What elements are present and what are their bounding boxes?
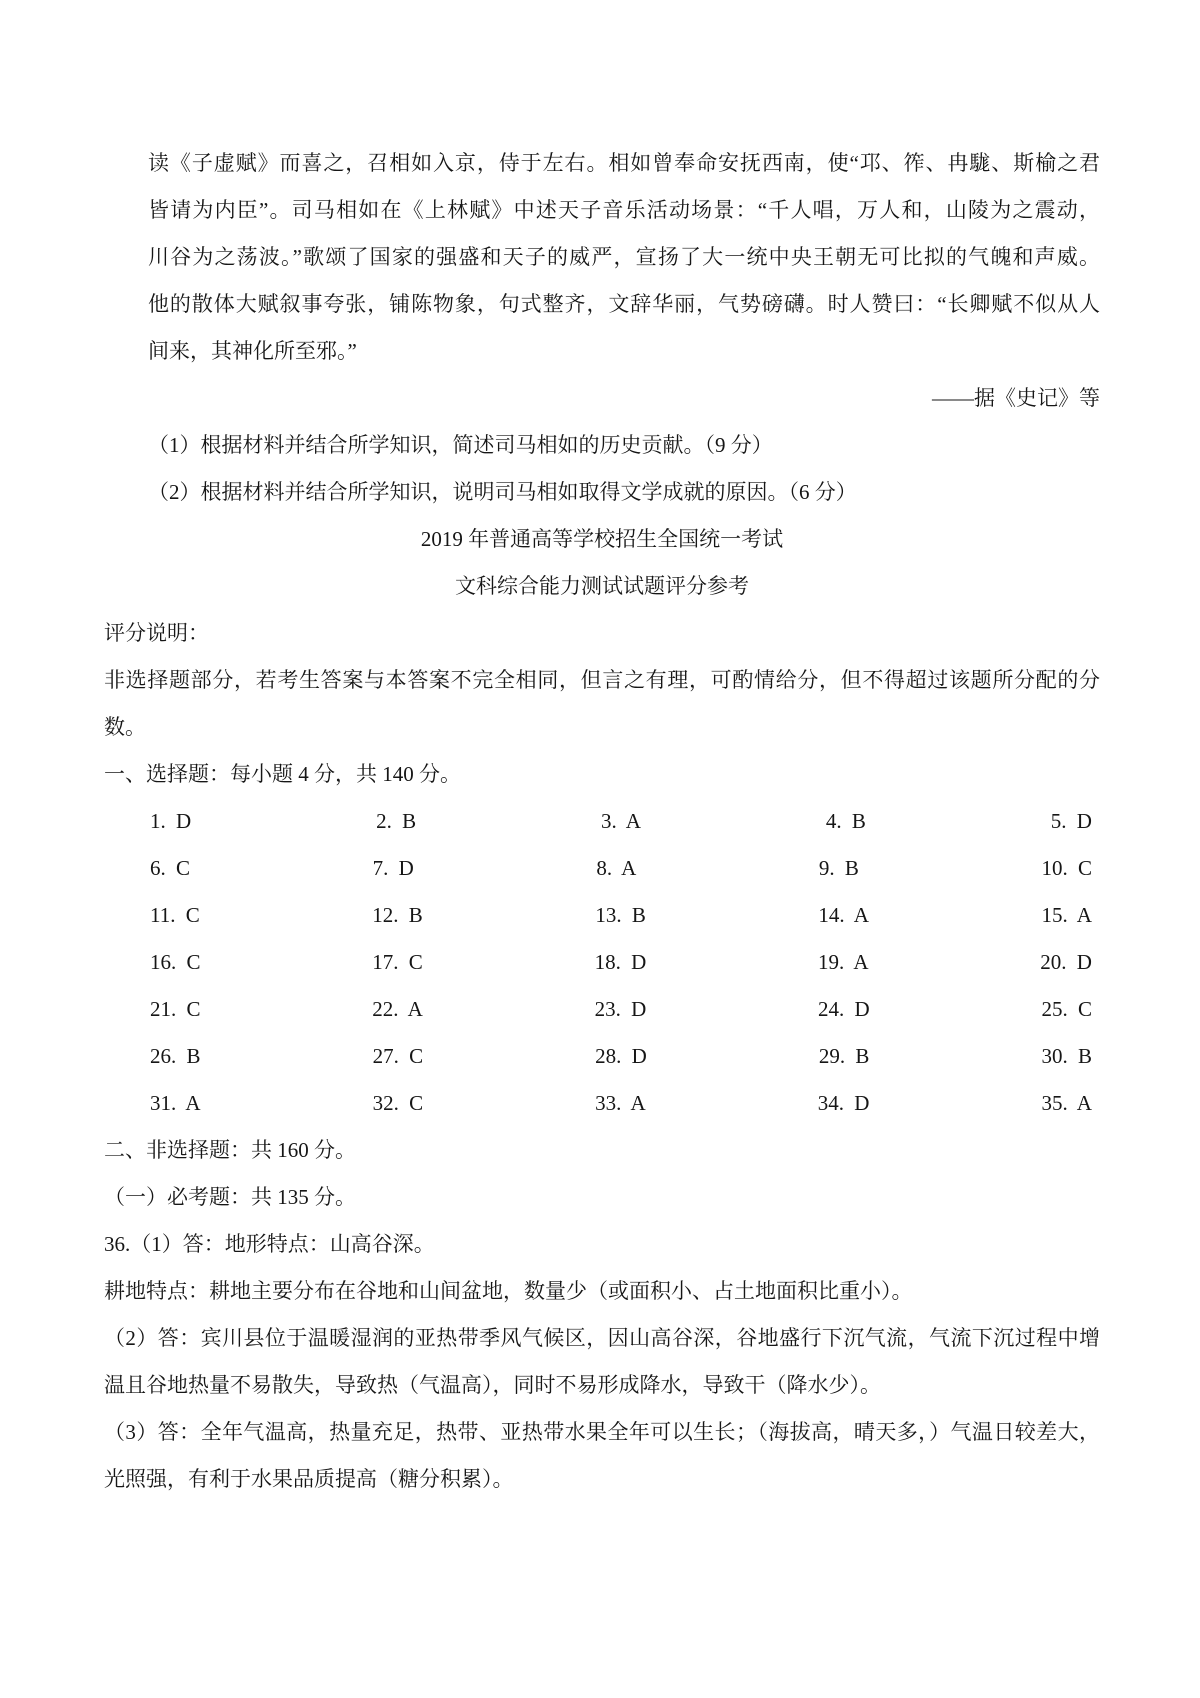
answer-cell: 6. C	[150, 856, 191, 880]
answer-cell: 20. D	[1040, 950, 1092, 974]
answers-row-1	[104, 798, 1100, 845]
answer-cell: 29. B	[818, 1044, 870, 1068]
answer-cell: 33. A	[595, 1091, 646, 1115]
q36-answer1-line-1: 36.（1）答：地形特点：山高谷深。	[104, 1232, 435, 1256]
answer-cell: 14. A	[818, 903, 869, 927]
answer-cell: 9. B	[818, 856, 859, 880]
answer-cell: 1. D	[150, 809, 192, 833]
answers-row-2	[104, 845, 1100, 892]
answer-cell: 8. A	[596, 856, 637, 880]
answer-cell: 10. C	[1041, 856, 1092, 880]
q36-answer1-line-2: 耕地特点：耕地主要分布在谷地和山间盆地，数量少（或面积小、占土地面积比重小）。	[104, 1279, 913, 1303]
answer-cell: 12. B	[372, 903, 423, 927]
document-body	[104, 140, 1100, 1503]
material-line-1: 读《子虚赋》而喜之，召相如入京，侍于左右。相如曾奉命安抚西南，使“邛、筰、冉駹、斯榆之君	[148, 151, 1100, 175]
material-line-3: 川谷为之荡波。”歌颂了国家的强盛和天子的威严，宣扬了大一统中央王朝无可比拟的气魄和声威。	[148, 245, 1100, 269]
q36-answer2-line-2: 温且谷地热量不易散失，导致热（气温高），同时不易形成降水，导致干（降水少）。	[104, 1373, 881, 1397]
answer-cell: 27. C	[372, 1044, 424, 1068]
answer-cell: 24. D	[818, 997, 870, 1021]
answer-cell: 18. D	[594, 950, 647, 974]
answer-cell: 32. C	[372, 1091, 424, 1115]
material-line-5: 间来，其神化所至邪。”	[148, 339, 357, 363]
question-1: （1）根据材料并结合所学知识，简述司马相如的历史贡献。（9 分）	[148, 433, 773, 457]
scoring-note-line-1: 非选择题部分，若考生答案与本答案不完全相同，但言之有理，可酌情给分，但不得超过该题所分配的分	[104, 668, 1100, 692]
choice-section-heading: 一、选择题：每小题 4 分，共 140 分。	[104, 762, 461, 786]
answers-row-4	[104, 939, 1100, 986]
scoring-note-heading: 评分说明：	[104, 621, 209, 645]
nonchoice-section-heading: 二、非选择题：共 160 分。	[104, 1138, 356, 1162]
answer-cell: 30. B	[1041, 1044, 1092, 1068]
answer-cell: 35. A	[1041, 1091, 1092, 1115]
q36-answer2-line-1: （2）答：宾川县位于温暖湿润的亚热带季风气候区，因山高谷深，谷地盛行下沉气流，气流下沉过程中增	[104, 1326, 1100, 1350]
answer-cell: 21. C	[150, 997, 201, 1021]
answer-cell: 26. B	[150, 1044, 201, 1068]
answers-row-6	[104, 1033, 1100, 1080]
q36-answer3-line-1: （3）答：全年气温高，热量充足，热带、亚热带水果全年可以生长；（海拔高，晴天多，）气温日较差大，	[104, 1420, 1100, 1444]
required-subsection-heading: （一）必考题：共 135 分。	[104, 1185, 356, 1209]
answer-cell: 22. A	[372, 997, 423, 1021]
answer-cell: 15. A	[1041, 903, 1092, 927]
answer-cell: 19. A	[818, 950, 869, 974]
answers-row-7	[104, 1080, 1100, 1127]
answer-cell: 11. C	[150, 903, 200, 927]
material-line-2: 皆请为内臣”。司马相如在《上林赋》中述天子音乐活动场景：“千人唱，万人和，山陵为之震动，	[148, 198, 1100, 222]
answer-cell: 23. D	[594, 997, 647, 1021]
answer-cell: 2. B	[376, 809, 417, 833]
answers-row-3	[104, 892, 1100, 939]
answer-cell: 17. C	[372, 950, 423, 974]
answer-cell: 25. C	[1041, 997, 1092, 1021]
answer-cell: 34. D	[817, 1091, 870, 1115]
question-2: （2）根据材料并结合所学知识，说明司马相如取得文学成就的原因。（6 分）	[148, 480, 857, 504]
answer-cell: 7. D	[372, 856, 414, 880]
answer-cell: 4. B	[825, 809, 866, 833]
material-source: ——据《史记》等	[932, 386, 1100, 410]
document-subtitle: 文科综合能力测试试题评分参考	[455, 574, 749, 598]
document-title: 2019 年普通高等学校招生全国统一考试	[420, 527, 784, 551]
answer-cell: 16. C	[150, 950, 201, 974]
scoring-note-line-2: 数。	[104, 715, 146, 739]
answer-cell: 13. B	[595, 903, 646, 927]
material-line-4: 他的散体大赋叙事夸张，铺陈物象，句式整齐，文辞华丽，气势磅礴。时人赞曰：“长卿赋不似从人	[148, 292, 1100, 316]
answer-cell: 31. A	[150, 1091, 201, 1115]
answers-row-5	[104, 986, 1100, 1033]
answer-cell: 28. D	[595, 1044, 647, 1068]
q36-answer3-line-2: 光照强，有利于水果品质提高（糖分积累）。	[104, 1467, 514, 1491]
answer-cell: 3. A	[600, 809, 641, 833]
answer-cell: 5. D	[1050, 809, 1092, 833]
